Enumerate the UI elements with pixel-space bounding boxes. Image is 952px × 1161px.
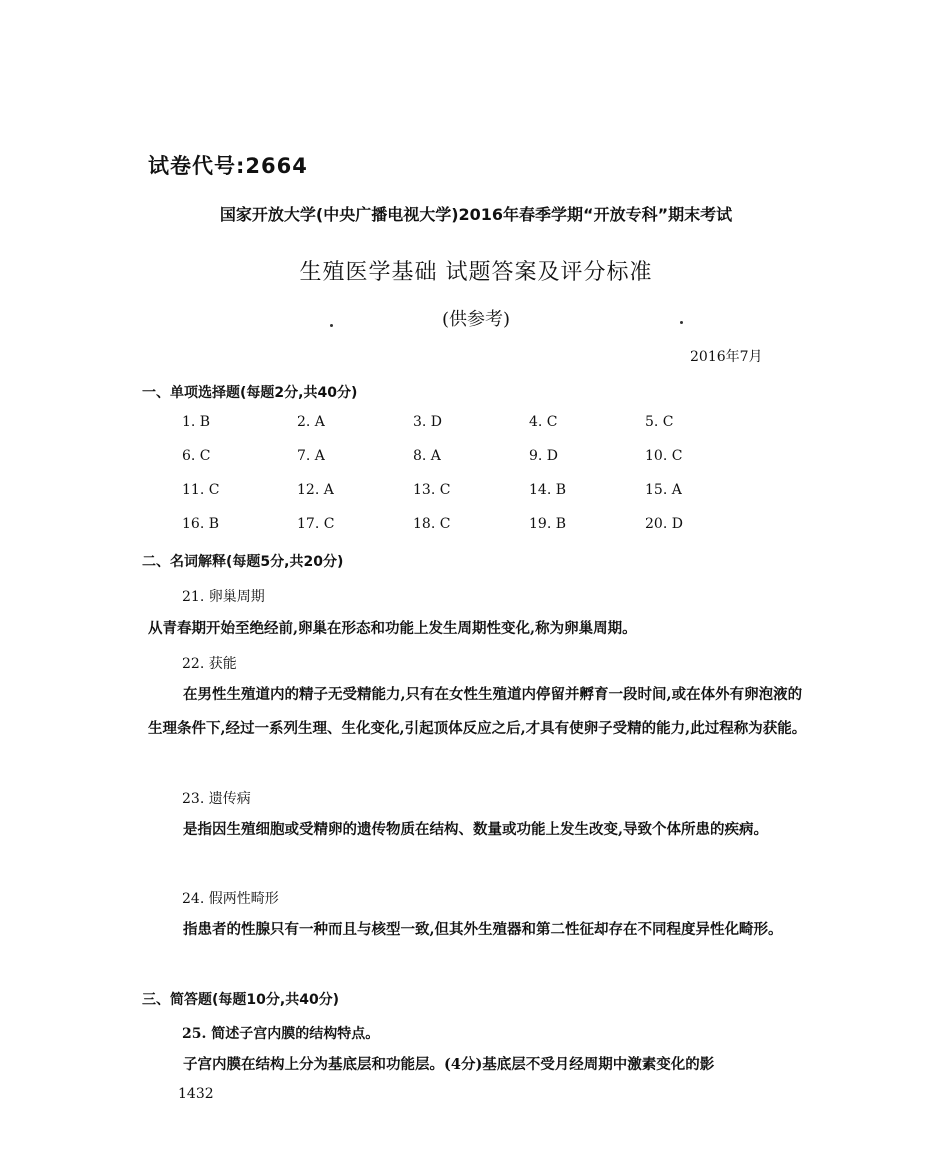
answer-cell: 7. A [297, 448, 325, 464]
answer-cell: 19. B [529, 516, 567, 532]
answer-cell: 5. C [645, 414, 674, 430]
term-title: 21. 卵巢周期 [182, 589, 265, 605]
section-heading-single-choice: 一、单项选择题(每题2分,共40分) [142, 385, 358, 401]
paper-code: 试卷代号:2664 [148, 154, 308, 178]
document-date: 2016年7月 [690, 349, 763, 365]
document-title: 生殖医学基础 试题答案及评分标准 [299, 260, 653, 285]
answer-cell: 4. C [529, 414, 558, 430]
answer-cell: 20. D [645, 516, 683, 532]
answer-cell: 11. C [182, 482, 220, 498]
answer-cell: 14. B [529, 482, 567, 498]
scan-speck [680, 321, 683, 324]
answer-cell: 12. A [297, 482, 334, 498]
term-definition: 从青春期开始至绝经前,卵巢在形态和功能上发生周期性变化,称为卵巢周期。 [148, 620, 637, 637]
page-number: 1432 [178, 1086, 214, 1102]
answer-cell: 2. A [297, 414, 325, 430]
answer-cell: 16. B [182, 516, 220, 532]
answer-cell: 18. C [413, 516, 451, 532]
answer-cell: 8. A [413, 448, 441, 464]
section-heading-short-answer: 三、简答题(每题10分,共40分) [142, 992, 340, 1008]
answer-cell: 1. B [182, 414, 211, 430]
term-title: 23. 遗传病 [182, 791, 251, 807]
scan-speck [330, 324, 333, 327]
answer-text: 子宫内膜在结构上分为基底层和功能层。(4分)基底层不受月经周期中激素变化的影 [183, 1056, 715, 1073]
question-title: 25. 简述子宫内膜的结构特点。 [182, 1026, 380, 1042]
answer-cell: 13. C [413, 482, 451, 498]
answer-cell: 10. C [645, 448, 683, 464]
answer-cell: 17. C [297, 516, 335, 532]
term-definition: 是指因生殖细胞或受精卵的遗传物质在结构、数量或功能上发生改变,导致个体所患的疾病。 [183, 821, 769, 838]
answer-cell: 3. D [413, 414, 443, 430]
answer-cell: 15. A [645, 482, 682, 498]
section-heading-term-explanation: 二、名词解释(每题5分,共20分) [142, 554, 344, 570]
document-subtitle: (供参考) [441, 309, 511, 330]
answer-cell: 6. C [182, 448, 211, 464]
term-definition: 在男性生殖道内的精子无受精能力,只有在女性生殖道内停留并孵育一段时间,或在体外有卵泡液的生理条件下,经过一系列生理、生化变化,引起顶体反应之后,才具有使卵子受精的能力,此过程称为获能。 [148, 686, 807, 737]
term-title: 22. 获能 [182, 656, 237, 672]
term-title: 24. 假两性畸形 [182, 891, 279, 907]
term-definition: 指患者的性腺只有一种而且与核型一致,但其外生殖器和第二性征却存在不同程度异性化畸形。 [183, 921, 783, 938]
answer-cell: 9. D [529, 448, 559, 464]
exam-name: 国家开放大学(中央广播电视大学)2016年春季学期“开放专科”期末考试 [219, 205, 733, 224]
